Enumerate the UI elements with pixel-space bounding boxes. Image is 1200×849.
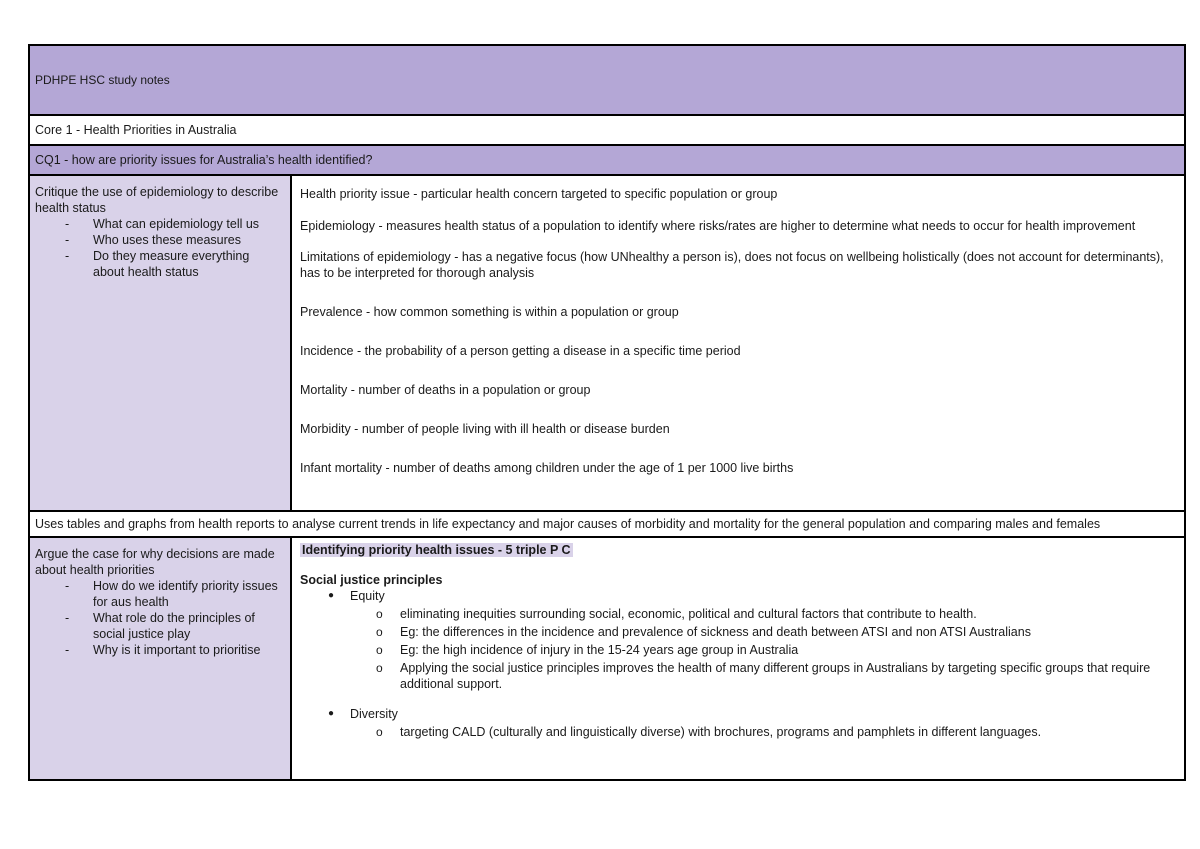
cq1-cell: [29, 145, 1185, 175]
diversity-item: [328, 706, 1178, 740]
equity-sublist: [350, 606, 1178, 692]
list-item: - Who uses these measures: [65, 232, 284, 248]
priorities-question-list: [35, 578, 284, 658]
header-row: [29, 45, 1185, 115]
list-item: - What can epidemiology tell us: [65, 216, 284, 232]
list-item: o eliminating inequities surrounding social, economic, political and cultural factors that contribute to health.: [376, 606, 1178, 622]
definition-epidemiology: Epidemiology - measures health status of a population to identify where risks/rates are higher to determine what needs to occur for health improvement: [300, 219, 1136, 233]
notes-table: [28, 44, 1186, 781]
core-title: Core 1 - Health Priorities in Australia: [35, 123, 237, 137]
list-item: o targeting CALD (culturally and linguistically diverse) with brochures, programs and pamphlets in different languages.: [376, 724, 1178, 740]
uses-cell: [29, 511, 1185, 537]
definition-mortality: Mortality - number of deaths in a population or group: [300, 383, 591, 397]
study-notes-document: [28, 44, 1184, 781]
social-justice-heading: Social justice principles: [300, 573, 443, 587]
list-item: - How do we identify priority issues for aus health: [65, 578, 284, 610]
diversity-sublist: [350, 724, 1178, 740]
epidemiology-row: [29, 175, 1185, 511]
definitions-cell: [291, 175, 1185, 511]
priorities-question-title: Argue the case for why decisions are made about health priorities: [35, 547, 275, 577]
definition-morbidity: Morbidity - number of people living with ill health or disease burden: [300, 422, 670, 436]
health-priorities-row: [29, 537, 1185, 780]
cq1-row: [29, 145, 1185, 175]
definition-health-priority-issue: Health priority issue - particular health concern targeted to specific population or group: [300, 187, 778, 201]
core-row: [29, 115, 1185, 145]
equity-item: [328, 588, 1178, 692]
uses-text: Uses tables and graphs from health reports to analyse current trends in life expectancy and major causes of morbidity and mortality for the general population and comparing males and females: [35, 517, 1101, 531]
list-item: - What role do the principles of social justice play: [65, 610, 284, 642]
priorities-notes-cell: [291, 537, 1185, 780]
social-justice-list: [300, 588, 1178, 740]
equity-label: Equity: [350, 589, 385, 603]
epidemiology-question-cell: [29, 175, 291, 511]
epidemiology-question-title: Critique the use of epidemiology to describe health status: [35, 185, 279, 215]
priorities-question-cell: [29, 537, 291, 780]
list-item: o Applying the social justice principles improves the health of many different groups in Australians by targeting specific groups that require additional support.: [376, 660, 1178, 692]
uses-row: [29, 511, 1185, 537]
list-item: o Eg: the high incidence of injury in the 15-24 years age group in Australia: [376, 642, 1178, 658]
epidemiology-question-list: [35, 216, 284, 280]
diversity-label: Diversity: [350, 707, 398, 721]
definition-limitations: Limitations of epidemiology - has a negative focus (how UNhealthy a person is), does not focus on wellbeing holistically (does not account for determinants), has to be interpreted for thorough analysis: [300, 250, 1164, 280]
core-cell: [29, 115, 1185, 145]
list-item: - Why is it important to prioritise: [65, 642, 284, 658]
cq1-title: CQ1 - how are priority issues for Australia’s health identified?: [35, 153, 373, 167]
definition-incidence: Incidence - the probability of a person getting a disease in a specific time period: [300, 344, 741, 358]
priority-issues-heading: Identifying priority health issues - 5 triple P C: [302, 543, 571, 557]
definition-infant-mortality: Infant mortality - number of deaths among children under the age of 1 per 1000 live births: [300, 461, 794, 475]
definition-prevalence: Prevalence - how common something is within a population or group: [300, 305, 679, 319]
header-cell: [29, 45, 1185, 115]
list-item: o Eg: the differences in the incidence and prevalence of sickness and death between ATSI and non ATSI Australians: [376, 624, 1178, 640]
list-item: - Do they measure everything about health status: [65, 248, 284, 280]
document-title: PDHPE HSC study notes: [35, 73, 170, 87]
